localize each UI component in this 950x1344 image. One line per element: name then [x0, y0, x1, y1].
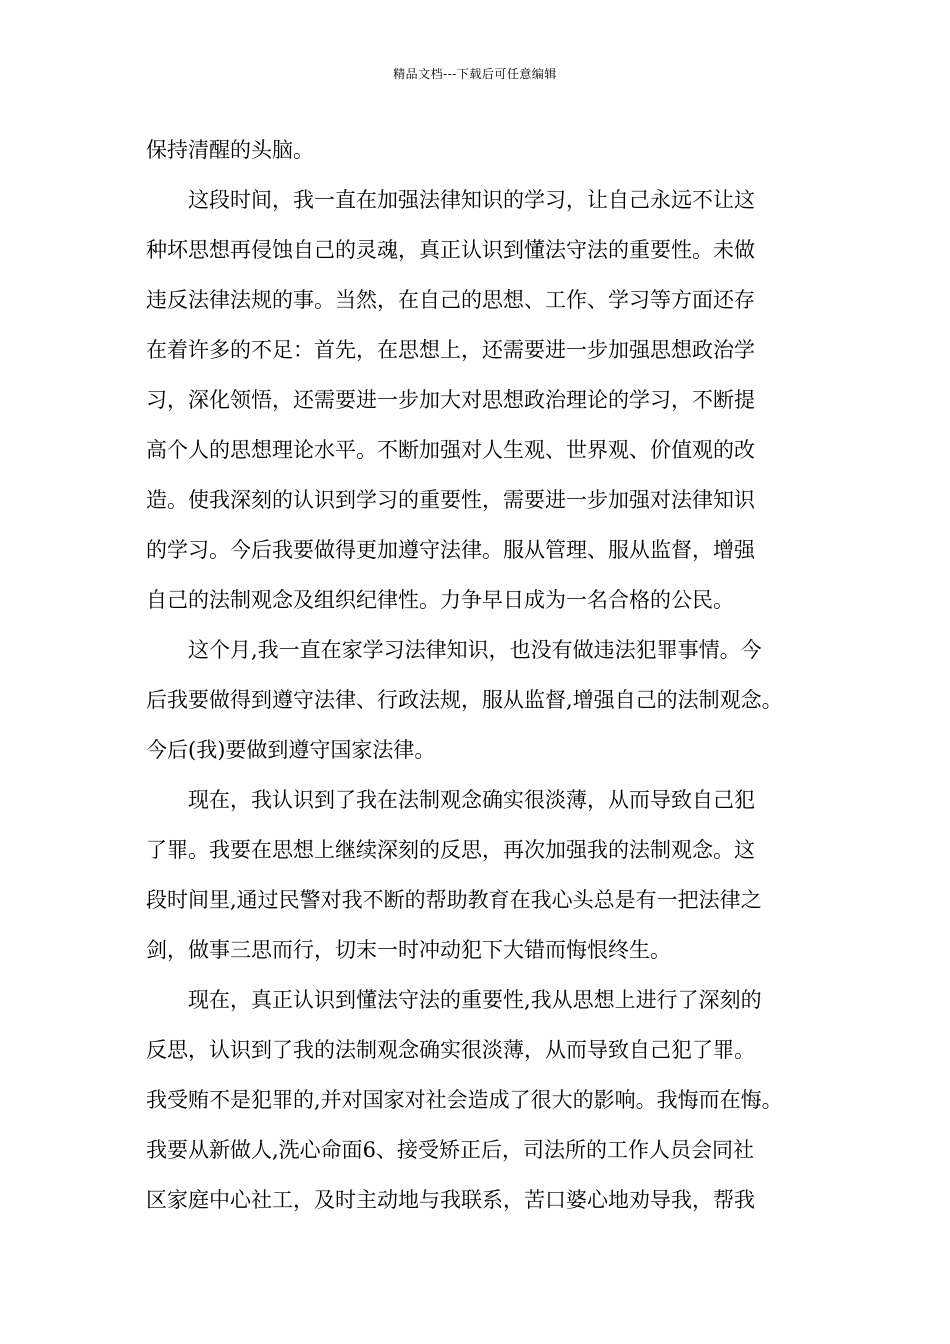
page-header: 精品文档---下载后可任意编辑 — [393, 67, 557, 81]
text-line: 习，深化领悟，还需要进一步加大对思想政治理论的学习，不断提 — [146, 388, 755, 412]
text-line: 的学习。今后我要做得更加遵守法律。服从管理、服从监督，增强 — [146, 538, 755, 562]
text-line: 剑，做事三思而行，切末一时冲动犯下大错而悔恨终生。 — [146, 938, 671, 962]
text-line: 违反法律法规的事。当然，在自己的思想、工作、学习等方面还存 — [146, 288, 755, 312]
text-line: 段时间里,通过民警对我不断的帮助教育在我心头总是有一把法律之 — [146, 888, 762, 912]
text-line: 现在，我认识到了我在法制观念确实很淡薄，从而导致自己犯 — [146, 788, 755, 812]
text-line: 种坏思想再侵蚀自己的灵魂，真正认识到懂法守法的重要性。未做 — [146, 238, 755, 262]
text-line: 我受贿不是犯罪的,并对国家对社会造成了很大的影响。我悔而在悔。 — [146, 1088, 783, 1112]
text-line: 反思，认识到了我的法制观念确实很淡薄，从而导致自己犯了罪。 — [146, 1038, 755, 1062]
text-line: 今后(我)要做到遵守国家法律。 — [146, 738, 436, 762]
text-line: 自己的法制观念及组织纪律性。力争早日成为一名合格的公民。 — [146, 588, 734, 612]
text-line: 这段时间，我一直在加强法律知识的学习，让自己永远不让这 — [146, 188, 755, 212]
text-line: 后我要做得到遵守法律、行政法规，服从监督,增强自己的法制观念。 — [146, 688, 783, 712]
text-line: 高个人的思想理论水平。不断加强对人生观、世界观、价值观的改 — [146, 438, 755, 462]
text-line: 在着许多的不足：首先，在思想上，还需要进一步加强思想政治学 — [146, 338, 755, 362]
text-line: 造。使我深刻的认识到学习的重要性，需要进一步加强对法律知识 — [146, 488, 755, 512]
text-line: 这个月,我一直在家学习法律知识，也没有做违法犯罪事情。今 — [146, 638, 762, 662]
text-line: 保持清醒的头脑。 — [146, 138, 314, 162]
text-line: 区家庭中心社工，及时主动地与我联系，苦口婆心地劝导我，帮我 — [146, 1188, 755, 1212]
text-line: 我要从新做人,洗心命面6、接受矫正后，司法所的工作人员会同社 — [146, 1138, 755, 1162]
text-line: 现在，真正认识到懂法守法的重要性,我从思想上进行了深刻的 — [146, 988, 762, 1012]
text-line: 了罪。我要在思想上继续深刻的反思，再次加强我的法制观念。这 — [146, 838, 755, 862]
